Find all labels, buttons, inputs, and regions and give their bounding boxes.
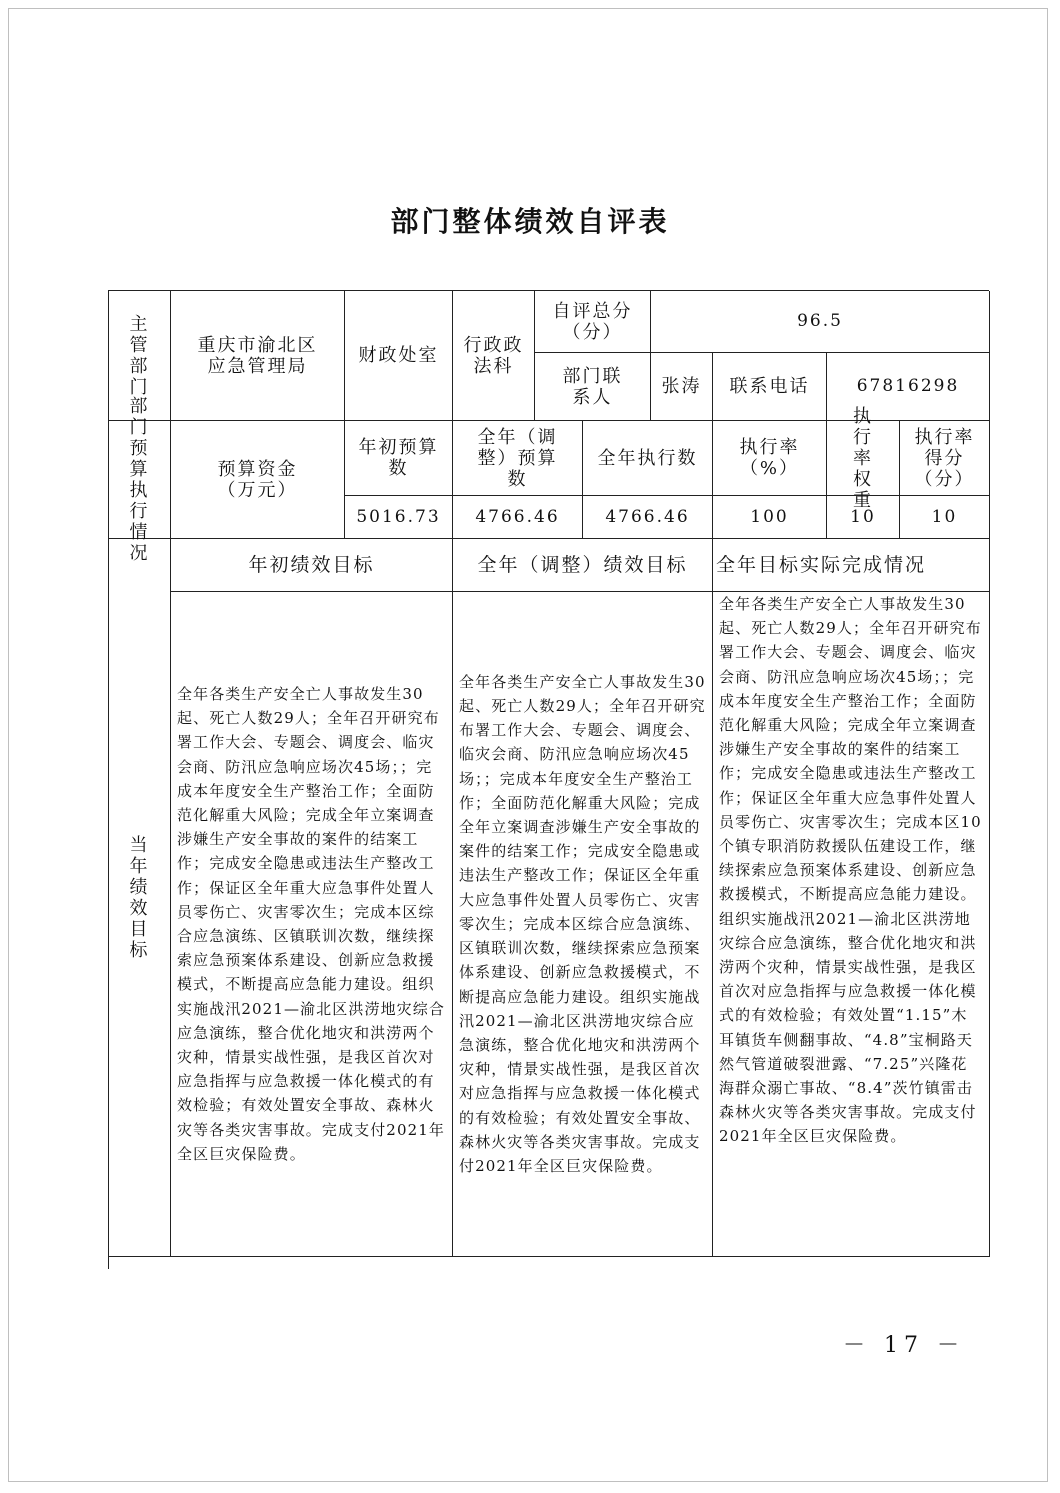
adjusted-budget-label-cell	[453, 421, 583, 496]
adjusted-budget-value-cell	[453, 496, 583, 539]
budget-label: 部门预算执行情况	[129, 395, 150, 564]
adjusted-goal-text-cell	[453, 592, 713, 1257]
section-name: 行政政法科	[463, 334, 524, 377]
goals-label: 当年绩效目标	[129, 834, 150, 961]
contact-label: 部门联系人	[562, 365, 623, 408]
budget-label-cell	[109, 395, 171, 564]
rate-value: 100	[750, 506, 789, 527]
goals-label-cell	[109, 539, 171, 1257]
initial-goal-header-cell	[171, 539, 453, 592]
score-label: 执行率得分（分）	[914, 426, 975, 490]
rate-label-cell	[713, 421, 827, 496]
actual-goal-text-cell	[713, 592, 990, 1257]
actual-goal-header-cell	[713, 539, 990, 592]
contact-name: 张涛	[661, 376, 702, 397]
executed-label-cell	[583, 421, 713, 496]
self-score-value: 96.5	[797, 311, 843, 331]
initial-goal-text-cell	[171, 592, 453, 1257]
contact-name-cell	[651, 353, 713, 421]
rate-value-cell	[713, 496, 827, 539]
rate-label: 执行率（%）	[739, 437, 800, 479]
adjusted-goal-header: 全年（调整）绩效目标	[477, 553, 688, 576]
funds-label: 预算资金（万元）	[217, 458, 298, 501]
initial-goal-text: 全年各类生产安全亡人事故发生30起、死亡人数29人；全年召开研究布署工作大会、专题会、调度会、临灾会商、防汛应急响应场次45场；；完成本年度安全生产整治工作；全面防范化解重大风险；完成全年立案调查涉嫌生产安全事故的案件的结案工作；完成安全隐患或违法生产整改工作；保证区全年重大应急事件处置人员零伤亡、灾害零次生；完成本区综合应急演练、区镇联训次数，继续探索应急预案体系建设、创新应急救援模式，不断提高应急能力建设。组织实施战汛2021—渝北区洪涝地灾综合应急演练，整合优化地灾和洪涝两个灾种，情景实战性强，是我区首次对应急指挥与应急救援一体化模式的有效检验；有效处置安全事故、森林火灾等各类灾害事故。完成支付2021年全区巨灾保险费。	[177, 684, 445, 1163]
adjusted-budget-value: 4766.46	[475, 506, 560, 527]
adjusted-budget-label: 全年（调整）预算数	[477, 426, 558, 490]
executed-value: 4766.46	[605, 506, 690, 527]
adjusted-goal-header-cell	[453, 539, 713, 592]
page-number: － 17 －	[843, 1333, 965, 1358]
actual-goal-text: 全年各类生产安全亡人事故发生30起、死亡人数29人；全年召开研究布署工作大会、专题会、调度会、临灾会商、防汛应急响应场次45场；；完成本年度安全生产整治工作；全面防范化解重大风险；完成全年立案调查涉嫌生产安全事故的案件的结案工作；完成安全隐患或违法生产整改工作；保证区全年重大应急事件处置人员零伤亡、灾害零次生；完成本区10个镇专职消防救援队伍建设工作，继续探索应急预案体系建设、创新应急救援模式，不断提高应急能力建设。组织实施战汛2021—渝北区洪涝地灾综合应急演练，整合优化地灾和洪涝两个灾种，情景实战性强，是我区首次对应急指挥与应急救援一体化模式的有效检验；有效处置“1.15”木耳镇货车侧翻事故、“4.8”宝桐路天然气管道破裂泄露、“7.25”兴隆花海群众溺亡事故、“8.4”茨竹镇雷击森林火灾等各类灾害事故。完成支付2021年全区巨灾保险费。	[719, 595, 982, 1146]
phone-label: 联系电话	[729, 376, 810, 397]
performance-table	[108, 290, 989, 1269]
weight-label-cell	[827, 405, 900, 511]
funds-label-cell	[171, 421, 345, 539]
dept-label: 主管部门	[129, 313, 150, 398]
initial-budget-value-cell	[345, 496, 453, 539]
office-cell	[345, 291, 453, 421]
phone-label-cell	[713, 353, 827, 421]
adjusted-goal-text: 全年各类生产安全亡人事故发生30起、死亡人数29人；全年召开研究布署工作大会、专题会、调度会、临灾会商、防汛应急响应场次45场；；完成本年度安全生产整治工作；全面防范化解重大风险；完成全年立案调查涉嫌生产安全事故的案件的结案工作；完成安全隐患或违法生产整改工作；保证区全年重大应急事件处置人员零伤亡、灾害零次生；完成本区综合应急演练、区镇联训次数，继续探索应急预案体系建设、创新应急救援模式，不断提高应急能力建设。组织实施战汛2021—渝北区洪涝地灾综合应急演练，整合优化地灾和洪涝两个灾种，情景实战性强，是我区首次对应急指挥与应急救援一体化模式的有效检验；有效处置安全事故、森林火灾等各类灾害事故。完成支付2021年全区巨灾保险费。	[459, 672, 706, 1175]
score-label-cell	[900, 421, 990, 496]
page-title: 部门整体绩效自评表	[390, 205, 670, 238]
actual-goal-header: 全年目标实际完成情况	[716, 553, 927, 576]
office-label: 财政处室	[358, 345, 439, 366]
weight-value: 10	[850, 506, 876, 527]
phone-value: 67816298	[856, 376, 960, 396]
executed-label: 全年执行数	[597, 447, 698, 469]
dept-name-cell	[171, 291, 345, 421]
self-score-label-cell	[535, 291, 651, 353]
initial-budget-value: 5016.73	[356, 506, 441, 527]
self-score-value-cell	[651, 291, 990, 353]
initial-goal-header: 年初绩效目标	[248, 553, 375, 576]
score-value-cell	[900, 496, 990, 539]
self-score-label: 自评总分（分）	[552, 300, 633, 343]
dept-name: 重庆市渝北区应急管理局	[197, 334, 318, 377]
contact-label-cell	[535, 353, 651, 421]
section-cell	[453, 291, 535, 421]
initial-budget-label: 年初预算数	[358, 437, 439, 479]
executed-value-cell	[583, 496, 713, 539]
score-value: 10	[931, 506, 958, 527]
weight-value-cell	[827, 496, 900, 539]
initial-budget-label-cell	[345, 421, 453, 496]
weight-label: 执行率权重	[852, 405, 873, 511]
